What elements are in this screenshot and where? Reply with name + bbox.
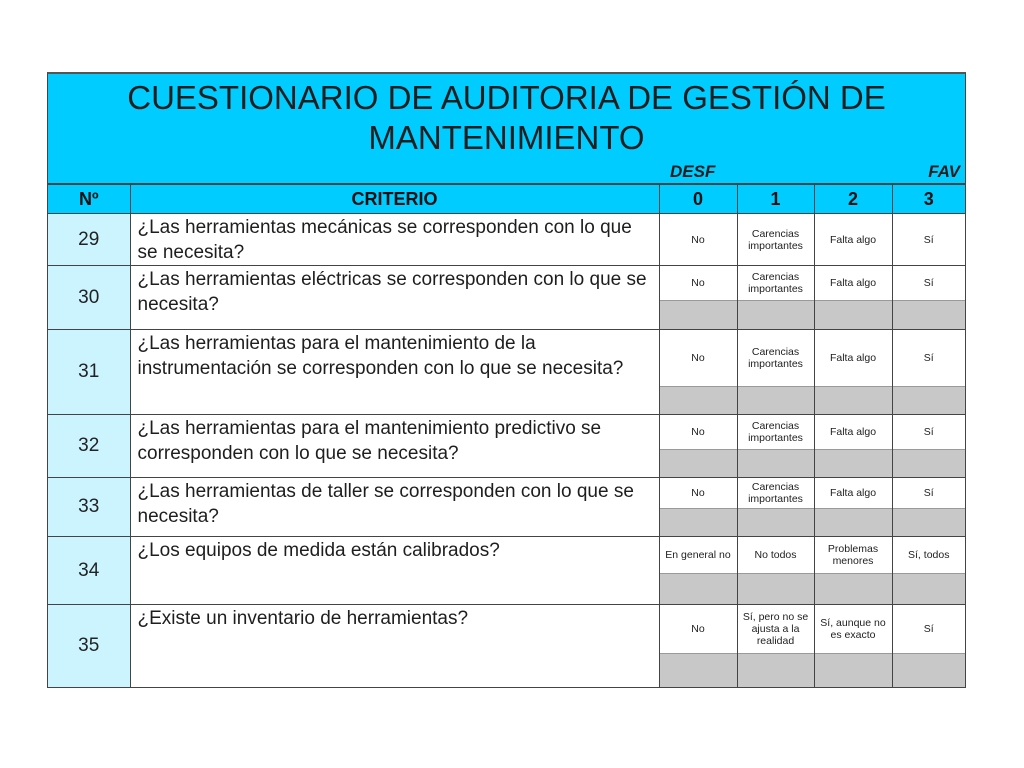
score-option-label: No — [660, 214, 737, 265]
table-row — [48, 478, 965, 537]
row-number: 33 — [48, 478, 130, 537]
score-option-label: No — [660, 605, 737, 653]
score-option-label: Sí — [893, 266, 966, 300]
row-criterio: ¿Las herramientas para el mantenimiento de la instrumentación se corresponden con lo que se necesita? — [130, 330, 659, 415]
title-block — [48, 74, 965, 184]
score-cell-2[interactable] — [814, 266, 892, 330]
row-number: 30 — [48, 266, 130, 330]
score-option-label: Falta algo — [815, 415, 892, 449]
score-cell-1[interactable] — [737, 266, 814, 330]
score-mark-area[interactable] — [815, 300, 892, 329]
score-option-label: Sí — [893, 415, 966, 449]
row-number: 32 — [48, 415, 130, 478]
score-cell-1[interactable] — [737, 478, 814, 537]
score-option-label: Sí — [893, 214, 966, 265]
score-cell-2[interactable] — [814, 537, 892, 605]
row-number: 34 — [48, 537, 130, 605]
score-mark-area[interactable] — [815, 386, 892, 414]
scale-high-label: FAV — [928, 162, 960, 181]
score-option-label: Problemas menores — [815, 537, 892, 573]
score-cell-2[interactable] — [814, 214, 892, 266]
score-mark-area[interactable] — [893, 653, 966, 687]
score-option-label: Falta algo — [815, 214, 892, 265]
header-score-3: 3 — [892, 185, 965, 214]
score-cell-3[interactable] — [892, 266, 965, 330]
score-mark-area[interactable] — [660, 573, 737, 604]
score-mark-area[interactable] — [738, 573, 814, 604]
score-mark-area[interactable] — [815, 449, 892, 477]
score-option-label: Carencias importantes — [738, 266, 814, 300]
score-mark-area[interactable] — [660, 300, 737, 329]
row-number: 29 — [48, 214, 130, 266]
score-option-label: Sí, todos — [893, 537, 966, 573]
table-row — [48, 605, 965, 688]
score-option-label: Carencias importantes — [738, 478, 814, 508]
score-mark-area[interactable] — [815, 653, 892, 687]
score-cell-1[interactable] — [737, 415, 814, 478]
score-mark-area[interactable] — [815, 508, 892, 536]
row-criterio: ¿Los equipos de medida están calibrados? — [130, 537, 659, 605]
row-criterio: ¿Las herramientas eléctricas se corresponden con lo que se necesita? — [130, 266, 659, 330]
header-num: Nº — [48, 185, 130, 214]
score-cell-3[interactable] — [892, 214, 965, 266]
header-score-0: 0 — [659, 185, 737, 214]
score-option-label: Sí — [893, 478, 966, 508]
score-cell-0[interactable] — [659, 266, 737, 330]
score-cell-0[interactable] — [659, 415, 737, 478]
score-cell-3[interactable] — [892, 330, 965, 415]
score-option-label: No — [660, 478, 737, 508]
score-mark-area[interactable] — [660, 653, 737, 687]
score-mark-area[interactable] — [660, 508, 737, 536]
score-cell-1[interactable] — [737, 330, 814, 415]
score-option-label: Sí, pero no se ajusta a la realidad — [738, 605, 814, 653]
row-criterio: ¿Las herramientas para el mantenimiento predictivo se corresponden con lo que se necesita? — [130, 415, 659, 478]
score-option-label: Falta algo — [815, 478, 892, 508]
score-cell-1[interactable] — [737, 214, 814, 266]
table-row — [48, 330, 965, 415]
score-option-label: En general no — [660, 537, 737, 573]
score-mark-area[interactable] — [893, 386, 966, 414]
score-mark-area[interactable] — [738, 653, 814, 687]
score-cell-0[interactable] — [659, 478, 737, 537]
score-cell-0[interactable] — [659, 537, 737, 605]
header-score-1: 1 — [737, 185, 814, 214]
header-row — [48, 185, 965, 214]
table-row — [48, 266, 965, 330]
score-option-label: Carencias importantes — [738, 330, 814, 386]
score-mark-area[interactable] — [893, 300, 966, 329]
score-mark-area[interactable] — [738, 449, 814, 477]
score-cell-2[interactable] — [814, 478, 892, 537]
score-cell-2[interactable] — [814, 415, 892, 478]
score-option-label: No todos — [738, 537, 814, 573]
sheet-title: CUESTIONARIO DE AUDITORIA DE GESTIÓN DE MANTENIMIENTO — [127, 79, 886, 156]
score-mark-area[interactable] — [660, 386, 737, 414]
score-cell-0[interactable] — [659, 214, 737, 266]
row-number: 35 — [48, 605, 130, 688]
score-option-label: Sí — [893, 605, 966, 653]
header-score-2: 2 — [814, 185, 892, 214]
criteria-table — [48, 184, 965, 688]
score-option-label: Sí — [893, 330, 966, 386]
score-mark-area[interactable] — [738, 508, 814, 536]
score-mark-area[interactable] — [815, 573, 892, 604]
score-option-label: No — [660, 330, 737, 386]
score-option-label: Carencias importantes — [738, 415, 814, 449]
score-mark-area[interactable] — [738, 300, 814, 329]
score-option-label: No — [660, 266, 737, 300]
score-mark-area[interactable] — [893, 449, 966, 477]
header-criterio: CRITERIO — [130, 185, 659, 214]
audit-sheet — [47, 72, 966, 688]
table-row — [48, 214, 965, 266]
score-mark-area[interactable] — [893, 573, 966, 604]
score-mark-area[interactable] — [738, 386, 814, 414]
row-criterio: ¿Existe un inventario de herramientas? — [130, 605, 659, 688]
score-option-label: Falta algo — [815, 330, 892, 386]
score-cell-3[interactable] — [892, 415, 965, 478]
scale-low-label: DESF — [670, 162, 716, 181]
score-cell-0[interactable] — [659, 330, 737, 415]
table-row — [48, 537, 965, 605]
row-criterio: ¿Las herramientas mecánicas se corresponden con lo que se necesita? — [130, 214, 659, 266]
score-mark-area[interactable] — [660, 449, 737, 477]
score-cell-2[interactable] — [814, 330, 892, 415]
score-cell-2[interactable] — [814, 605, 892, 688]
score-cell-3[interactable] — [892, 478, 965, 537]
score-cell-3[interactable] — [892, 537, 965, 605]
score-option-label: Sí, aunque no es exacto — [815, 605, 892, 653]
score-option-label: No — [660, 415, 737, 449]
score-cell-3[interactable] — [892, 605, 965, 688]
table-row — [48, 415, 965, 478]
row-criterio: ¿Las herramientas de taller se corresponden con lo que se necesita? — [130, 478, 659, 537]
score-mark-area[interactable] — [893, 508, 966, 536]
row-number: 31 — [48, 330, 130, 415]
score-cell-1[interactable] — [737, 537, 814, 605]
score-cell-0[interactable] — [659, 605, 737, 688]
score-cell-1[interactable] — [737, 605, 814, 688]
score-option-label: Carencias importantes — [738, 214, 814, 265]
score-option-label: Falta algo — [815, 266, 892, 300]
